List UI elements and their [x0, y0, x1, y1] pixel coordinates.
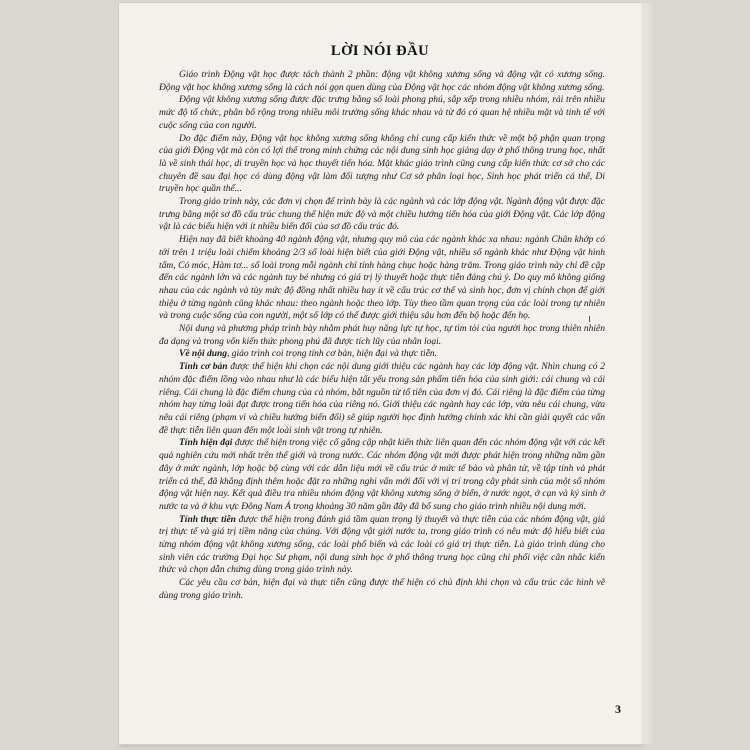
- paragraph-3: Do đặc điểm này, Động vật học không xương sống không chỉ cung cấp kiến thức về một bộ phận quan trọng của giới Động vật mà còn có lợi thế trong minh chứng các nội dung sinh học giảng dạy ở phổ thông trung học, nhất là về sinh thái học, di truyền học và học thuyết tiến hóa. Mặt khác giáo trình cũng cung cấp kiến thức cơ sở cho các chuyên đề sau đại học có dùng động vật làm đối tượng như Cơ sở phân loại học, Sinh học phát triển cá thể, Di truyền học quần thể...: [159, 133, 605, 195]
- paragraph-6: Nội dung và phương pháp trình bày nhằm phát huy năng lực tự học, tự tìm tòi của người học trong thiên nhiên đa dạng và trong vốn kiến thức phong phú đã được tích lũy của nhân loại.: [159, 324, 605, 347]
- book-page: [119, 3, 641, 744]
- page-edge: [641, 3, 653, 744]
- lead-tinh-thuc-tien: Tính thực tiễn: [179, 514, 236, 525]
- preface-body: [159, 69, 605, 603]
- paragraph-9: Tính hiện đại được thể hiện trong việc cố gắng cập nhật kiến thức liên quan đến các nhóm động vật với các kết quả nghiên cứu mới nhất trên thế giới và trong nước. Các nhóm động vật mới được phát hiện trong những năm gần đây ở mức ngành, lớp hoặc bộ cùng với các dẫn liệu mới về cấu trúc ở mức tế bào và phân tử, về tập tính và phát triển cá thể, đã khẳng định thêm hoặc đặt ra những nghi vấn mới đối với vị trí trong cây phát sinh của một số nhóm động vật hiện nay. Kết quả điều tra nhiều nhóm động vật không xương sống ở biển, ở nước ngọt, ở cạn và ký sinh ở nước ta và ở khu vực Đông Nam Á trong khoảng 30 năm gần đây đã bổ sung cho giáo trình nhiều nội dung mới.: [159, 438, 605, 512]
- paragraph-10: Tính thực tiễn được thể hiện trong đánh giá tầm quan trọng lý thuyết và thực tiễn của các nhóm động vật, giá trị thực tế và giá trị tiềm năng của chúng. Với động vật giới nước ta, trong giáo trình có nêu mức độ hiểu biết của từng nhóm động vật không xương sống, các loài phổ biến và các loài có giá trị thực tiễn. Là giáo trình dùng cho sinh viên các trường Đại học Sư phạm, nội dung sinh học ở phổ thông trung học cũng chi phối việc cân nhắc kiến thức và chọn dẫn chứng dùng trong giáo trình này.: [159, 514, 605, 576]
- paragraph-1: Giáo trình Động vật học được tách thành 2 phần: động vật không xương sống và động vật có xương sống. Động vật học không xương sống là cách nói gọn quen dùng của Động vật học các nhóm động vật không xương sống.: [159, 70, 605, 93]
- paragraph-4: Trong giáo trình này, các đơn vị chọn để trình bày là các ngành và các lớp động vật. Ngành động vật được đặc trưng bằng một sơ đồ cấu trúc chung thể hiện mức độ và một chiều hướng tiến hóa của giới Động vật. Các lớp động vật là các biểu hiện với ít nhiều biến đổi của sơ đồ cấu trúc đó.: [159, 197, 605, 233]
- paragraph-5: Hiện nay đã biết khoảng 40 ngành động vật, nhưng quy mô của các ngành khác xa nhau: ngành Chân khớp có tới trên 1 triệu loài chiếm khoảng 2/3 số loài hiện biết của giới Động vật, nhiều số ngành khác như Động vật hình tấm, Có móc, Hàm tơ... số loài trong mỗi ngành chỉ tính hàng chục hoặc hàng trăm. Trong giáo trình này chỉ đề cập đến các ngành lớn và các ngành tuy bé nhưng có giá trị lý thuyết hoặc thực tiễn đáng chú ý. Do quy mô không giống nhau của các ngành và tùy mức độ đồng nhất nhiều hay ít về cấu trúc cơ thể và sinh học, đơn vị chính chọn để giới thiệu ở từng ngành cũng khác nhau: theo ngành hoặc theo lớp. Tùy theo tầm quan trọng của các loài trong tự nhiên và trong cuộc sống của con người, một số lớp có thể được giới thiệu sâu hơn đến bộ hoặc đến họ.: [159, 235, 605, 322]
- paragraph-11: Các yêu cầu cơ bản, hiện đại và thực tiễn cũng được thể hiện có chủ định khi chọn và cấu trúc các hình vẽ dùng trong giáo trình.: [159, 578, 605, 601]
- lead-ve-noi-dung: Về nội dung: [179, 349, 228, 360]
- paragraph-7: Về nội dung, giáo trình coi trọng tính cơ bản, hiện đại và thực tiễn.: [179, 349, 438, 360]
- page-number: 3: [615, 702, 621, 716]
- paragraph-2: Động vật không xương sống được đặc trưng bằng số loài phong phú, sắp xếp trong nhiều nhóm, rải trên nhiều mức độ tổ chức, phân bố rộng trong nhiều môi trường sống khác nhau và từ đó có quan hệ nhiều mặt và tinh tế với cuộc sống của con người.: [159, 95, 605, 131]
- page-title: LỜI NÓI ĐẦU: [330, 43, 430, 59]
- paragraph-8: Tính cơ bản được thể hiện khi chọn các nội dung giới thiệu các ngành hay các lớp động vật. Nhìn chung có 2 nhóm đặc điểm lồng vào nhau như là các biểu hiện tất yếu trong sản phẩm tiến hóa của sinh giới: cái chung và cái riêng. Cái chung là đặc điểm chung của cả nhóm, bắt nguồn từ tổ tiên của đơn vị đó. Cái riêng là đặc điểm của từng nhóm hay từng loài đạt được trong tiến hóa của riêng nó. Giới thiệu các ngành hay các lớp, vừa nêu cái chung, vừa nêu cái riêng (phạm vi và chiều hướng biến đổi) sẽ giúp người học định hướng chính xác khi cần giải quyết các vấn đề thực tiễn liên quan đến một loài sinh vật trong tự nhiên.: [159, 362, 605, 436]
- lead-tinh-co-ban: Tính cơ bản: [179, 362, 228, 373]
- lead-tinh-hien-dai: Tính hiện đại: [179, 438, 233, 449]
